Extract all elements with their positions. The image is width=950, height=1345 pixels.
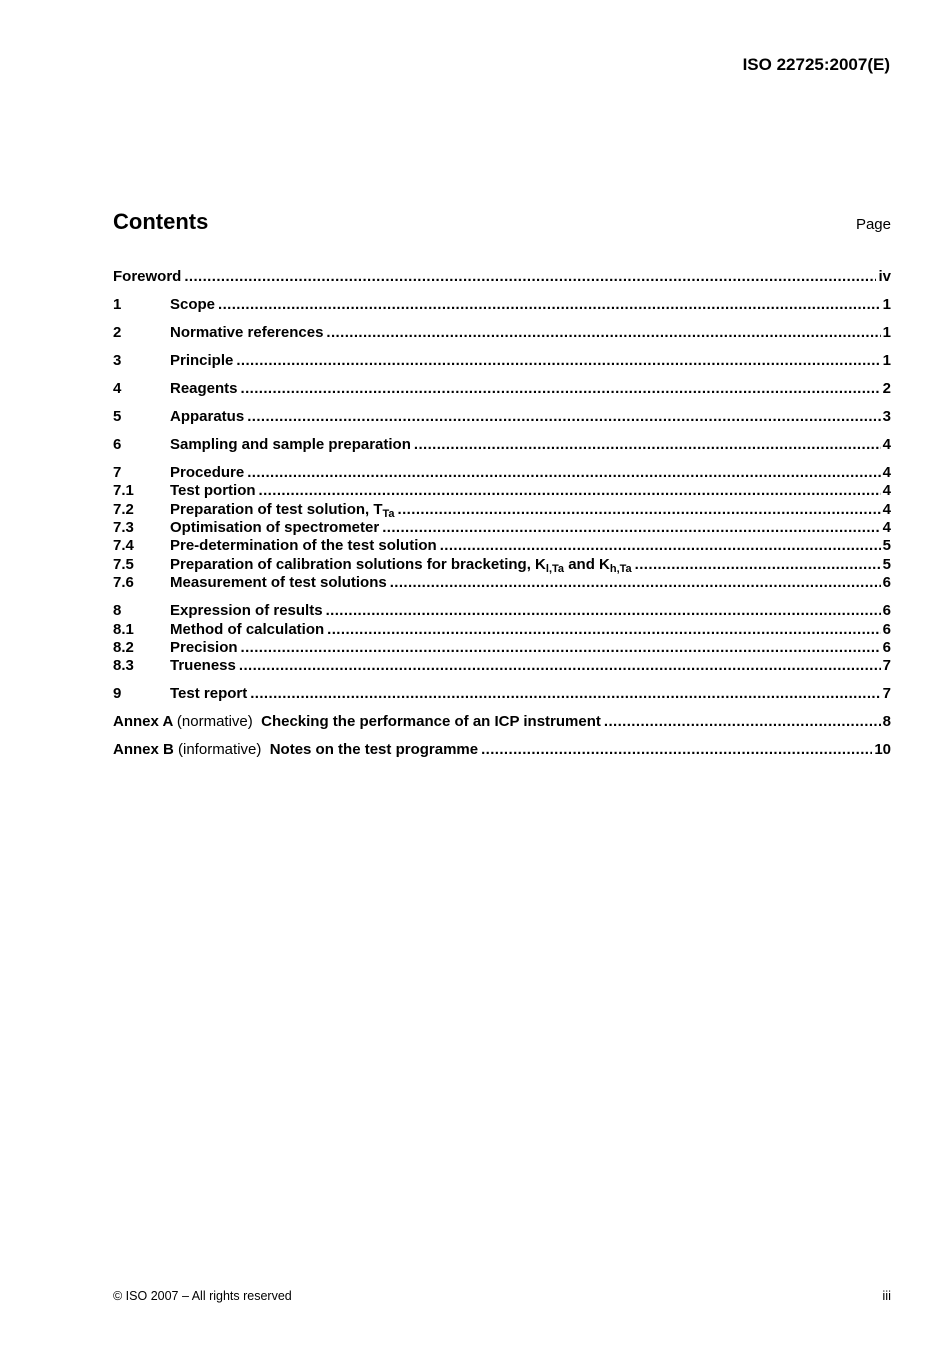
toc-entry-title: Foreword bbox=[113, 267, 182, 285]
toc-entry-page: 6 bbox=[882, 620, 891, 638]
document-id: ISO 22725:2007(E) bbox=[742, 55, 890, 74]
copyright-notice: © ISO 2007 – All rights reserved bbox=[113, 1289, 292, 1303]
toc-entry-title bbox=[170, 501, 395, 519]
toc-entry-title: Trueness bbox=[170, 657, 236, 675]
toc-entry-title: Reagents bbox=[170, 379, 238, 397]
dot-leader bbox=[236, 352, 880, 370]
dot-leader bbox=[241, 380, 881, 398]
toc-entry[interactable] bbox=[113, 556, 891, 574]
dot-leader bbox=[326, 602, 881, 620]
toc-entry-title: Pre-determination of the test solution bbox=[170, 537, 437, 555]
toc-entry-page: 7 bbox=[882, 657, 891, 675]
toc-entry-page: 4 bbox=[882, 500, 891, 518]
subscript: h,Ta bbox=[609, 562, 632, 575]
subscript: Ta bbox=[382, 507, 395, 520]
toc-entry-foreword[interactable] bbox=[113, 268, 891, 286]
toc-entry-page: 5 bbox=[882, 555, 891, 573]
dot-leader bbox=[327, 621, 880, 639]
toc-entry-title: Sampling and sample preparation bbox=[170, 435, 411, 453]
toc-entry[interactable] bbox=[113, 482, 891, 500]
toc-entry-page: 6 bbox=[882, 602, 891, 620]
toc-entry[interactable] bbox=[113, 639, 891, 657]
toc-entry-page: 1 bbox=[882, 295, 891, 313]
toc-entry-page: 7 bbox=[882, 685, 891, 703]
dot-leader bbox=[481, 741, 872, 759]
toc-entry-number: 7.5 bbox=[113, 555, 134, 573]
dot-leader bbox=[247, 464, 880, 482]
toc-entry[interactable] bbox=[113, 324, 891, 342]
toc-entry-number: 7.3 bbox=[113, 519, 134, 537]
toc-entry-title: Measurement of test solutions bbox=[170, 574, 387, 592]
toc-entry-page: 3 bbox=[882, 407, 891, 425]
dot-leader bbox=[390, 574, 881, 592]
page-column-label: Page bbox=[855, 216, 891, 233]
page-number: iii bbox=[882, 1288, 891, 1303]
toc-entry-page: 6 bbox=[882, 574, 891, 592]
toc-entry-page: 1 bbox=[882, 323, 891, 341]
table-of-contents bbox=[113, 268, 891, 760]
page-title: Contents bbox=[113, 209, 209, 234]
toc-entry-page: 4 bbox=[882, 435, 891, 453]
toc-entry[interactable] bbox=[113, 352, 891, 370]
toc-entry-number: 5 bbox=[113, 407, 122, 425]
annex-title: Notes on the test programme bbox=[269, 741, 479, 759]
toc-entry-number: 8.3 bbox=[113, 657, 134, 675]
toc-entry-title: Method of calculation bbox=[170, 620, 325, 638]
toc-entry-title: Expression of results bbox=[170, 602, 323, 620]
toc-entry[interactable] bbox=[113, 436, 891, 454]
toc-entry-title: Scope bbox=[170, 295, 216, 313]
toc-entry-title: Procedure bbox=[170, 463, 245, 481]
toc-entry-page: 5 bbox=[882, 537, 891, 555]
dot-leader bbox=[239, 657, 881, 675]
toc-entry-title bbox=[113, 741, 478, 759]
annex-type: (informative) bbox=[178, 741, 262, 759]
annex-label: Annex B bbox=[113, 741, 174, 759]
toc-entry-number: 7.6 bbox=[113, 574, 134, 592]
toc-entry-title: Test portion bbox=[170, 482, 256, 500]
dot-leader bbox=[259, 482, 881, 500]
toc-entry[interactable] bbox=[113, 574, 891, 592]
dot-leader bbox=[398, 501, 881, 519]
toc-entry-title bbox=[113, 713, 601, 731]
toc-entry-title: Precision bbox=[170, 638, 238, 656]
dot-leader bbox=[241, 639, 881, 657]
toc-entry-number: 8 bbox=[113, 602, 122, 620]
dot-leader bbox=[414, 436, 881, 454]
toc-entry-number: 4 bbox=[113, 379, 122, 397]
toc-entry-number: 3 bbox=[113, 351, 122, 369]
toc-entry-number: 7.1 bbox=[113, 482, 134, 500]
toc-entry[interactable] bbox=[113, 657, 891, 675]
toc-entry-title: Optimisation of spectrometer bbox=[170, 519, 380, 537]
dot-leader bbox=[326, 324, 880, 342]
toc-entry-page: 10 bbox=[874, 741, 891, 759]
toc-entry-number: 2 bbox=[113, 323, 122, 341]
toc-entry-annex-b[interactable] bbox=[113, 741, 891, 759]
toc-entry-title-text: Preparation of test solution, T bbox=[170, 500, 383, 518]
dot-leader bbox=[635, 556, 881, 574]
toc-entry-number: 7.4 bbox=[113, 537, 134, 555]
toc-entry-annex-a[interactable] bbox=[113, 713, 891, 731]
toc-entry-page: 2 bbox=[882, 379, 891, 397]
toc-entry-page: 4 bbox=[882, 463, 891, 481]
toc-entry-title-text: and K bbox=[564, 555, 610, 573]
toc-entry[interactable] bbox=[113, 602, 891, 620]
toc-entry[interactable] bbox=[113, 685, 891, 703]
toc-entry-title: Test report bbox=[170, 685, 248, 703]
toc-entry-page: 1 bbox=[882, 351, 891, 369]
toc-entry-title: Apparatus bbox=[170, 407, 245, 425]
dot-leader bbox=[184, 268, 876, 286]
toc-entry-title: Normative references bbox=[170, 323, 324, 341]
toc-entry[interactable] bbox=[113, 464, 891, 482]
toc-entry-page: 6 bbox=[882, 638, 891, 656]
toc-entry-page: 8 bbox=[882, 713, 891, 731]
toc-entry-number: 1 bbox=[113, 295, 122, 313]
toc-entry-page: 4 bbox=[882, 519, 891, 537]
toc-entry-title-text: Preparation of calibration solutions for bracketing, K bbox=[170, 555, 546, 573]
dot-leader bbox=[604, 713, 881, 731]
dot-leader bbox=[218, 296, 881, 314]
annex-type: (normative) bbox=[176, 713, 253, 731]
toc-entry-number: 7.2 bbox=[113, 500, 134, 518]
toc-entry[interactable] bbox=[113, 408, 891, 426]
toc-entry-number: 8.1 bbox=[113, 620, 134, 638]
dot-leader bbox=[382, 519, 880, 537]
toc-entry[interactable] bbox=[113, 621, 891, 639]
toc-entry[interactable] bbox=[113, 501, 891, 519]
toc-entry-number: 8.2 bbox=[113, 638, 134, 656]
toc-entry-number: 7 bbox=[113, 463, 122, 481]
toc-entry[interactable] bbox=[113, 380, 891, 398]
dot-leader bbox=[247, 408, 880, 426]
toc-entry-number: 6 bbox=[113, 435, 122, 453]
annex-title: Checking the performance of an ICP instrument bbox=[261, 713, 601, 731]
dot-leader bbox=[440, 537, 881, 555]
toc-entry-number: 9 bbox=[113, 685, 122, 703]
toc-entry[interactable] bbox=[113, 296, 891, 314]
toc-entry[interactable] bbox=[113, 537, 891, 555]
annex-label: Annex A bbox=[113, 713, 173, 731]
toc-entry-page: 4 bbox=[882, 482, 891, 500]
toc-entry-title: Principle bbox=[170, 351, 234, 369]
toc-entry-title bbox=[170, 556, 632, 574]
toc-entry-page: iv bbox=[878, 267, 891, 285]
subscript: l,Ta bbox=[545, 562, 565, 575]
dot-leader bbox=[250, 685, 880, 703]
toc-entry[interactable] bbox=[113, 519, 891, 537]
